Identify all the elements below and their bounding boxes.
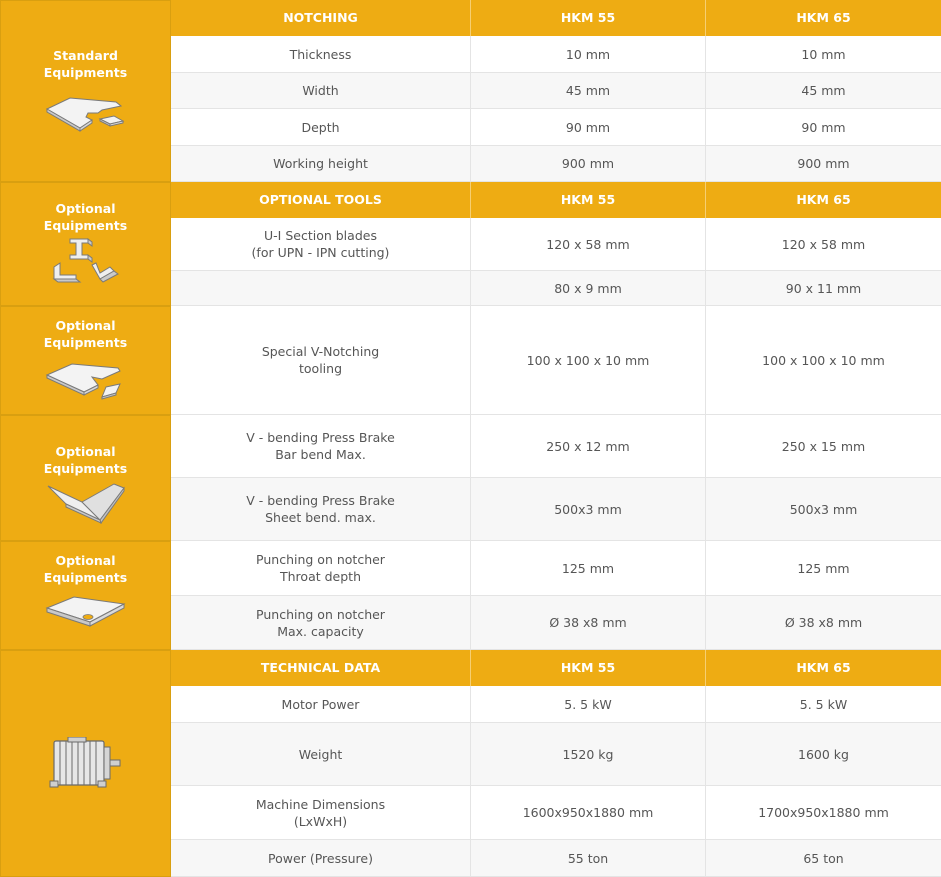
side-cell-v-notching — [0, 306, 171, 415]
table-row — [171, 36, 941, 73]
table-row — [171, 686, 941, 723]
section-technical — [0, 650, 941, 877]
value-cell: 500x3 mm — [705, 478, 941, 540]
value-cell: 120 x 58 mm — [705, 218, 941, 270]
value-cell: 65 ton — [705, 840, 941, 876]
value-cell: 900 mm — [470, 146, 705, 181]
row-label — [171, 306, 470, 414]
value-cell: 5. 5 kW — [470, 686, 705, 722]
header-cell: HKM 65 — [705, 0, 941, 36]
row-label: Thickness — [289, 46, 352, 62]
section-optional-tools — [0, 182, 941, 306]
side-label-line: Optional — [55, 444, 116, 459]
side-label — [1, 200, 170, 234]
side-label-line: Optional — [55, 201, 116, 216]
value-cell: 55 ton — [470, 840, 705, 876]
row-label — [171, 596, 470, 649]
header-cell: NOTCHING — [283, 10, 358, 25]
table-header — [171, 0, 941, 36]
row-label-line: Sheet bend. max. — [265, 510, 376, 525]
value-cell: 125 mm — [470, 541, 705, 595]
row-label-line: V - bending Press Brake — [246, 430, 395, 445]
header-cell: HKM 65 — [705, 650, 941, 686]
table-row — [171, 306, 941, 415]
side-label-line: Equipments — [43, 65, 128, 80]
row-label — [171, 415, 470, 477]
section-press-brake — [0, 415, 941, 541]
table-row — [171, 786, 941, 840]
header-cell: HKM 55 — [470, 0, 705, 36]
value-cell: 90 x 11 mm — [705, 271, 941, 305]
v-notch-plate-icon — [44, 359, 128, 401]
row-label-line: Bar bend Max. — [275, 447, 366, 462]
value-cell: 100 x 100 x 10 mm — [705, 306, 941, 414]
value-cell: 10 mm — [470, 36, 705, 72]
side-label-line: Equipments — [43, 461, 128, 476]
table-row — [171, 109, 941, 146]
notched-plate-icon — [44, 95, 128, 135]
side-label-line: Equipments — [43, 335, 128, 350]
table-row — [171, 73, 941, 109]
row-label-line: Punching on notcher — [256, 552, 385, 567]
side-label — [1, 47, 170, 81]
row-label — [171, 786, 470, 839]
value-cell: 10 mm — [705, 36, 941, 72]
side-cell-punching — [0, 541, 171, 650]
header-cell: OPTIONAL TOOLS — [259, 192, 382, 207]
value-cell: 1600x950x1880 mm — [470, 786, 705, 839]
row-label: Width — [302, 83, 339, 98]
value-cell: 1700x950x1880 mm — [705, 786, 941, 839]
v-bend-sheet-icon — [44, 480, 128, 526]
value-cell: 500x3 mm — [470, 478, 705, 540]
row-label-line: U-I Section blades — [264, 228, 377, 243]
row-label — [171, 478, 470, 540]
section-punching — [0, 541, 941, 650]
header-cell: HKM 55 — [470, 650, 705, 686]
table-header — [171, 182, 941, 218]
table-row — [171, 218, 941, 271]
header-cell: HKM 65 — [705, 182, 941, 218]
row-label — [171, 218, 470, 270]
header-cell: TECHNICAL DATA — [260, 660, 381, 675]
side-label — [1, 552, 170, 586]
side-label-line: Equipments — [43, 218, 128, 233]
row-label-line: Special V-Notching — [261, 344, 380, 359]
side-label-line: Standard — [53, 48, 118, 63]
side-label-line: Optional — [55, 318, 116, 333]
value-cell: 90 mm — [705, 109, 941, 145]
row-label-line: (LxWxH) — [293, 813, 348, 829]
electric-motor-icon — [48, 737, 124, 789]
value-cell: 900 mm — [705, 146, 941, 181]
table-row — [171, 840, 941, 877]
section-profiles-icon — [48, 237, 124, 285]
section-v-notching — [0, 306, 941, 415]
table-row — [171, 146, 941, 182]
row-label: Motor Power — [281, 696, 360, 712]
table-row — [171, 541, 941, 596]
value-cell: Ø 38 x8 mm — [470, 596, 705, 649]
row-label-line: Punching on notcher — [256, 606, 385, 622]
row-label-line: V - bending Press Brake — [246, 493, 395, 508]
value-cell: 250 x 12 mm — [470, 415, 705, 477]
row-label-line: Machine Dimensions — [255, 796, 386, 812]
table-header — [171, 650, 941, 686]
value-cell: 250 x 15 mm — [705, 415, 941, 477]
value-cell: 90 mm — [470, 109, 705, 145]
row-label-line: Max. capacity — [277, 623, 364, 639]
value-cell: 100 x 100 x 10 mm — [470, 306, 705, 414]
row-label — [171, 541, 470, 595]
row-label: Working height — [273, 156, 368, 171]
table-row — [171, 478, 941, 541]
value-cell: 45 mm — [705, 73, 941, 108]
punched-plate-icon — [44, 594, 128, 632]
side-label — [1, 443, 170, 477]
row-label — [171, 271, 470, 305]
value-cell: 80 x 9 mm — [470, 271, 705, 305]
table-row — [171, 415, 941, 478]
side-label — [1, 317, 170, 351]
value-cell: 125 mm — [705, 541, 941, 595]
row-label: Weight — [298, 746, 343, 762]
side-label-line: Optional — [55, 553, 116, 568]
row-label: Depth — [301, 119, 340, 135]
side-label-line: Equipments — [43, 570, 128, 585]
value-cell: 45 mm — [470, 73, 705, 108]
value-cell: Ø 38 x8 mm — [705, 596, 941, 649]
value-cell: 1520 kg — [470, 723, 705, 785]
row-label-line: (for UPN - IPN cutting) — [251, 245, 390, 260]
value-cell: 120 x 58 mm — [470, 218, 705, 270]
table-row — [171, 723, 941, 786]
side-cell-optional-tools — [0, 182, 171, 306]
row-label: Power (Pressure) — [268, 850, 373, 866]
table-row — [171, 271, 941, 306]
value-cell: 5. 5 kW — [705, 686, 941, 722]
value-cell: 1600 kg — [705, 723, 941, 785]
section-standard — [0, 0, 941, 182]
table-row — [171, 596, 941, 650]
row-label-line: tooling — [299, 361, 342, 376]
header-cell: HKM 55 — [470, 182, 705, 218]
side-cell-standard — [0, 0, 171, 182]
row-label-line: Throat depth — [280, 569, 361, 584]
side-cell-technical — [0, 650, 171, 877]
side-cell-press-brake — [0, 415, 171, 541]
